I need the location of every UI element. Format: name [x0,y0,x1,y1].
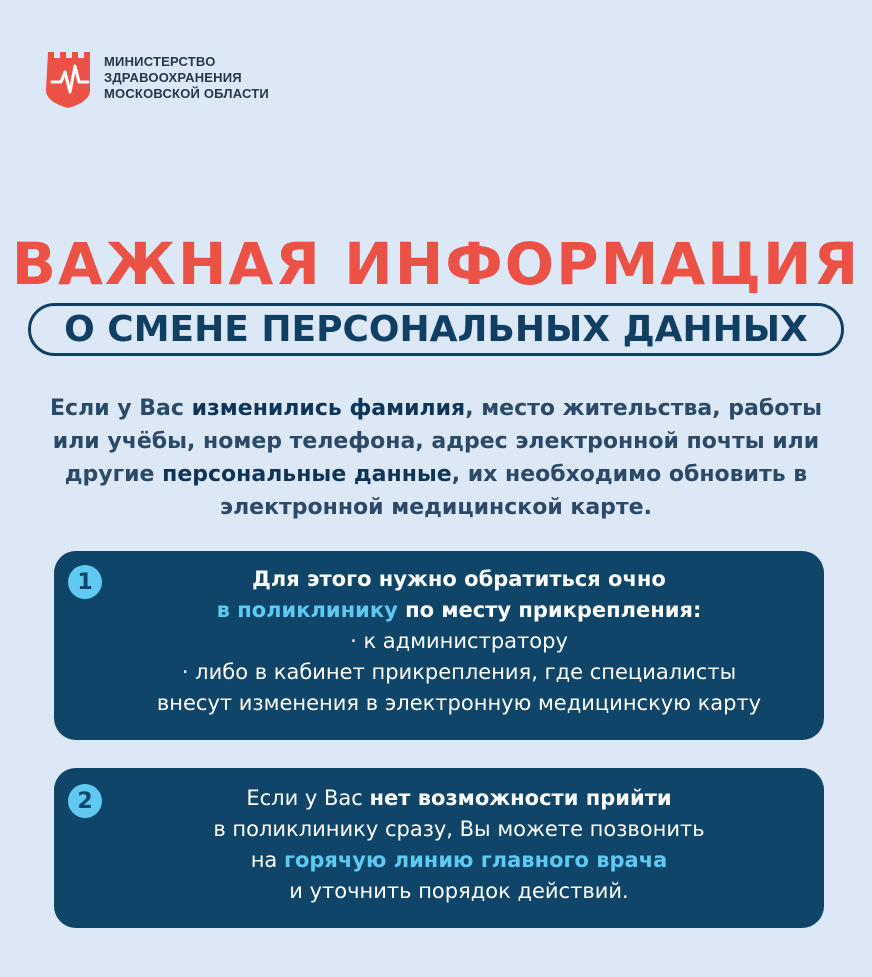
intro-text-3: , их необходимо обновить в электронной медицинской карте. [220,462,808,520]
ministry-name-line2: ЗДРАВООХРАНЕНИЯ [104,70,242,85]
intro-highlight-2: персональные данные [162,462,452,487]
info-card-2 [54,768,824,928]
card-1-line-1: Для этого нужно обратиться очно [252,567,666,591]
ministry-name-line1: МИНИСТЕРСТВО [104,54,216,69]
card-2-line-1-bold: нет возможности прийти [369,786,672,810]
card-2-line-1 [114,783,804,814]
card-1-line-2 [114,595,804,626]
card-1-line-2-rest: по месту прикрепления: [397,598,702,622]
clinic-highlight: в поликлинику [216,598,398,622]
card-2-line-3-start: на [250,848,284,872]
card-1-line-3: · к администратору [350,629,568,653]
card-1-body [114,564,804,719]
ministry-logo [44,48,269,110]
ministry-name [104,54,269,102]
page-subtitle: О СМЕНЕ ПЕРСОНАЛЬНЫХ ДАННЫХ [64,309,808,350]
intro-text-1: Если у Вас [50,396,192,421]
subtitle-pill [28,303,844,356]
card-1-line-4: · либо в кабинет прикрепления, где специалисты [181,660,737,684]
intro-text-2: , место жительства, работы или учёбы, номер телефона, адрес электронной почты или другие [52,396,822,487]
intro-highlight-1: изменились фамилия [191,396,466,421]
step-number-badge: 1 [68,565,102,599]
card-2-line-1-start: Если у Вас [246,786,370,810]
card-2-line-2: в поликлинику сразу, Вы можете позвонить [213,817,705,841]
info-card-1 [54,551,824,740]
ministry-name-line3: МОСКОВСКОЙ ОБЛАСТИ [104,86,269,101]
intro-paragraph [30,392,842,524]
card-2-line-4: и уточнить порядок действий. [289,879,629,903]
card-2-body [114,783,804,907]
card-1-line-5: внесут изменения в электронную медицинскую карту [156,691,762,715]
hotline-highlight: горячую линию главного врача [283,848,668,872]
page-title: ВАЖНАЯ ИНФОРМАЦИЯ [11,230,861,298]
ministry-emblem-icon [44,48,96,110]
step-number-badge: 2 [68,784,102,818]
card-2-line-3 [114,845,804,876]
